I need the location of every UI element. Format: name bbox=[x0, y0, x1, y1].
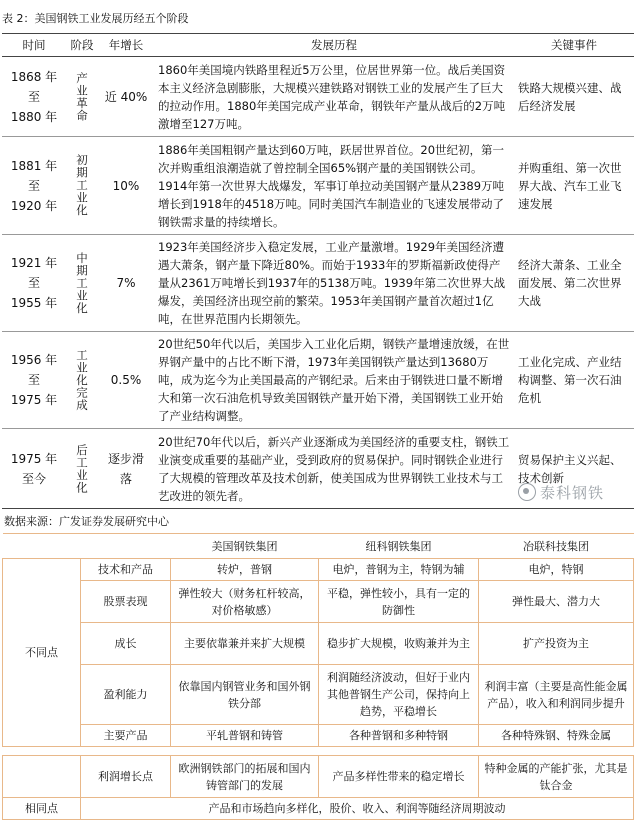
comparison-cell: 电炉，普钢为主，特钢为辅 bbox=[319, 559, 479, 581]
time-cell: 1881 年 至 1920 年 bbox=[2, 137, 66, 235]
comparison-row bbox=[3, 581, 634, 623]
comparison-row bbox=[3, 559, 634, 581]
comparison-cell: 各种特殊钢、特殊金属 bbox=[479, 725, 634, 747]
company-nucor: 纽科钢铁集团 bbox=[319, 534, 479, 559]
comparison-cell: 各种普钢和多种特钢 bbox=[319, 725, 479, 747]
comparison-cell: 利润随经济波动，但好于业内其他普钢生产公司，保持向上趋势，平稳增长 bbox=[319, 665, 479, 725]
same-text: 产品和市场趋向多样化，股价、收入、利润等随经济周期波动 bbox=[81, 798, 634, 820]
history-cell: 1860年美国境内铁路里程近5万公里，位居世界第一位。战后美国资本主义经济急剧膨胀，大规模兴建铁路对钢铁工业的发展产生了巨大的拉动作用。1880年美国完成产业革命，钢铁年产量从战后的2万吨激增至127万吨。 bbox=[154, 57, 514, 137]
comparison-cell: 弹性较大（财务杠杆较高，对价格敏感） bbox=[171, 581, 319, 623]
comparison-cell: 欧洲钢铁部门的拓展和国内铸管部门的发展 bbox=[171, 756, 319, 798]
company-us-steel: 美国钢铁集团 bbox=[171, 534, 319, 559]
events-cell: 并购重组、第一次世界大战、汽车工业飞速发展 bbox=[514, 137, 634, 235]
company-ati: 冶联科技集团 bbox=[479, 534, 634, 559]
history-cell: 1886年美国粗钢产量达到60万吨，跃居世界首位。20世纪初，第一次并购重组浪潮造就了曾控制全国65%钢产量的美国钢铁公司。1914年第一次世界大战爆发，军事订单拉动美国钢产量从2389万吨增长到1918年的4518万吨。同时美国汽车制造业的飞速发展带动了钢铁需求量的持续增长。 bbox=[154, 137, 514, 235]
events-cell: 工业化完成、产业结构调整、第一次石油危机 bbox=[514, 332, 634, 429]
table-row bbox=[2, 332, 634, 429]
events-cell: 铁路大规模兴建、战后经济发展 bbox=[514, 57, 634, 137]
table-header-row bbox=[2, 34, 634, 57]
stage-cell: 初期工业化 bbox=[66, 137, 98, 235]
comparison-cell: 利润丰富（主要是高性能金属产品），收入和利润同步提升 bbox=[479, 665, 634, 725]
header-events: 关键事件 bbox=[514, 34, 634, 57]
row-label: 盈利能力 bbox=[81, 665, 171, 725]
table-row bbox=[2, 137, 634, 235]
comparison-cell: 转炉，普钢 bbox=[171, 559, 319, 581]
stage-cell: 产业革命 bbox=[66, 57, 98, 137]
header-time: 时间 bbox=[2, 34, 66, 57]
time-cell: 1975 年 至今 bbox=[2, 429, 66, 509]
stage-cell: 工业化完成 bbox=[66, 332, 98, 429]
events-cell: 贸易保护主义兴起、技术创新 bbox=[514, 429, 634, 509]
stage-cell: 后工业化 bbox=[66, 429, 98, 509]
company-comparison-table bbox=[2, 533, 634, 820]
row-label: 利润增长点 bbox=[81, 756, 171, 798]
comparison-cell: 主要依靠兼并来扩大规模 bbox=[171, 623, 319, 665]
similarity-row bbox=[3, 798, 634, 820]
row-label: 主要产品 bbox=[81, 725, 171, 747]
comparison-cell: 平稳，弹性较小，具有一定的防御性 bbox=[319, 581, 479, 623]
diff-label: 不同点 bbox=[3, 559, 81, 747]
comparison-cell: 平轧普钢和铸管 bbox=[171, 725, 319, 747]
growth-cell: 7% bbox=[98, 235, 154, 332]
growth-cell: 逐步滑落 bbox=[98, 429, 154, 509]
row-label: 技术和产品 bbox=[81, 559, 171, 581]
header-growth: 年增长 bbox=[98, 34, 154, 57]
row-label: 股票表现 bbox=[81, 581, 171, 623]
comparison-cell: 依靠国内钢管业务和国外钢铁分部 bbox=[171, 665, 319, 725]
comparison-header-row bbox=[3, 534, 634, 559]
table-row bbox=[2, 235, 634, 332]
same-label: 相同点 bbox=[3, 798, 81, 820]
time-cell: 1921 年 至 1955 年 bbox=[2, 235, 66, 332]
header-history: 发展历程 bbox=[154, 34, 514, 57]
development-stages-table bbox=[2, 33, 634, 509]
row-label: 成长 bbox=[81, 623, 171, 665]
watermark: 泰科钢铁 bbox=[518, 482, 604, 503]
table-caption: 表 2：美国钢铁工业发展历经五个阶段 bbox=[2, 12, 189, 25]
comparison-row bbox=[3, 725, 634, 747]
header-stage: 阶段 bbox=[66, 34, 98, 57]
time-cell: 1956 年 至 1975 年 bbox=[2, 332, 66, 429]
history-cell: 20世纪50年代以后，美国步入工业化后期，钢铁产量增速放缓，在世界钢产量中的占比不断下滑，1973年美国钢铁产量达到13680万吨，成为迄今为止美国最高的产钢纪录。后来由于钢铁进口量不断增大和第一次石油危机导致美国钢铁产量开始下滑，美国钢铁工业开始了产业结构调整。 bbox=[154, 332, 514, 429]
profit-growth-row bbox=[3, 756, 634, 798]
events-cell: 经济大萧条、工业全面发展、第二次世界大战 bbox=[514, 235, 634, 332]
table-row bbox=[2, 57, 634, 137]
comparison-cell: 弹性最大、潜力大 bbox=[479, 581, 634, 623]
comparison-cell: 特种金属的产能扩张，尤其是钛合金 bbox=[479, 756, 634, 798]
watermark-logo-icon bbox=[518, 483, 536, 501]
comparison-cell: 稳步扩大规模，收购兼并为主 bbox=[319, 623, 479, 665]
history-cell: 1923年美国经济步入稳定发展，工业产量激增。1929年美国经济遭遇大萧条，钢产量下降近80%。而始于1933年的罗斯福新政使得产量从2361万吨增长到1937年的5138万吨。1939年第二次世界大战爆发，美国经济出现空前的繁荣。1953年美国钢产量首次超过1亿吨，在世界范围内长期领先。 bbox=[154, 235, 514, 332]
history-cell: 20世纪70年代以后，新兴产业逐渐成为美国经济的重要支柱，钢铁工业演变成重要的基础产业，受到政府的贸易保护。同时钢铁企业进行了大规模的管理改革及技术创新，使美国成为世界钢铁工业技术与工艺改进的领先者。 bbox=[154, 429, 514, 509]
stage-cell: 中期工业化 bbox=[66, 235, 98, 332]
comparison-row bbox=[3, 665, 634, 725]
growth-cell: 10% bbox=[98, 137, 154, 235]
time-cell: 1868 年 至 1880 年 bbox=[2, 57, 66, 137]
growth-cell: 0.5% bbox=[98, 332, 154, 429]
comparison-row bbox=[3, 623, 634, 665]
comparison-cell: 扩产投资为主 bbox=[479, 623, 634, 665]
growth-cell: 近 40% bbox=[98, 57, 154, 137]
source-note: 数据来源：广发证券发展研究中心 bbox=[4, 515, 169, 528]
comparison-cell: 电炉，特钢 bbox=[479, 559, 634, 581]
comparison-cell: 产品多样性带来的稳定增长 bbox=[319, 756, 479, 798]
